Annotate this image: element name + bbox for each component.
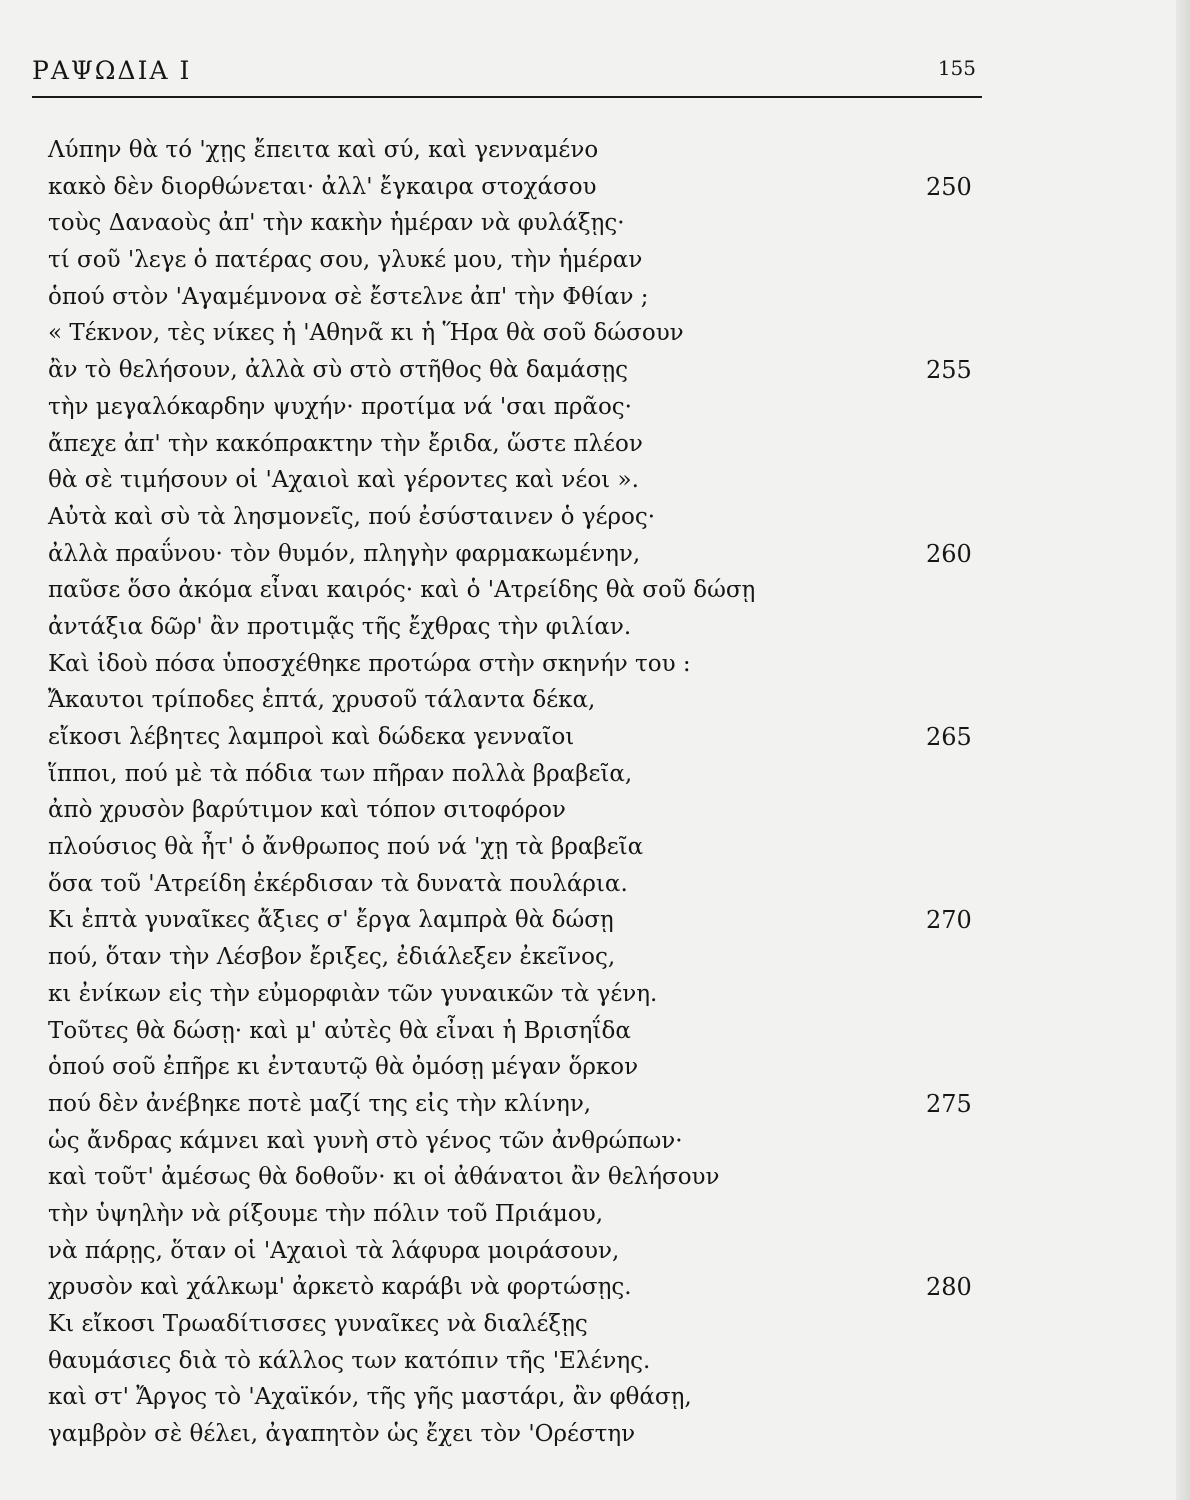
verse-number: 280 [926,1273,972,1302]
verse-text: ὅσα τοῦ 'Ατρείδη ἐκέρδισαν τὰ δυνατὰ πουλάρια. [48,870,628,897]
verse-line [48,1013,998,1050]
verse-line [48,279,998,316]
verse-line [48,682,998,719]
verse-text: Κι εἴκοσι Τρωαδίτισσες γυναῖκες νὰ διαλέξῃς [48,1311,588,1337]
verse-text: κακὸ δὲν διορθώνεται· ἀλλ' ἔγκαιρα στοχάσου [48,173,597,200]
verse-line [48,499,998,536]
verse-line [48,1416,998,1453]
verse-text: θαυμάσιες διὰ τὸ κάλλος των κατόπιν τῆς 'Ελένης. [48,1347,651,1374]
verse-line [48,792,998,829]
verse-text: πού, ὅταν τὴν Λέσβον ἔριξες, ἐδιάλεξεν ἐκεῖνος, [48,944,616,971]
verse-line [48,536,998,573]
header-rule [32,96,982,98]
verse-text: ἀλλὰ πραΰνου· τὸν θυμόν, πληγὴν φαρμακωμένην, [48,540,641,567]
verse-line [48,1159,998,1196]
verse-number: 250 [926,172,972,201]
verse-line [48,609,998,646]
verse-line [48,1379,998,1416]
verse-text: καὶ στ' Ἄργος τὸ 'Αχαϊκόν, τῆς γῆς μαστάρι, ἂν φθάσῃ, [48,1384,692,1411]
verse-text: χρυσὸν καὶ χάλκωμ' ἀρκετὸ καράβι νὰ φορτώσῃς. [48,1274,632,1301]
verse-text: νὰ πάρῃς, ὅταν οἱ 'Αχαιοὶ τὰ λάφυρα μοιράσουν, [48,1237,620,1264]
verse-line [48,462,998,499]
verse-line [48,719,998,756]
verse-line [48,866,998,903]
verse-line [48,1086,998,1123]
verse-line [48,315,998,352]
verse-line [48,389,998,426]
verse-text: κι ἐνίκων εἰς τὴν εὐμορφιὰν τῶν γυναικῶν τὰ γένη. [48,980,658,1007]
verse-block [48,132,998,1453]
verse-text: γαμβρὸν σὲ θέλει, ἀγαπητὸν ὡς ἔχει τὸν 'Ορέστην [48,1421,636,1448]
verse-line [48,352,998,389]
verse-text: Κι ἑπτὰ γυναῖκες ἄξιες σ' ἔργα λαμπρὰ θὰ δώσῃ [48,907,614,934]
verse-text: ὁπού σοῦ ἐπῆρε κι ἐνταυτῷ θὰ ὀμόσῃ μέγαν ὅρκον [48,1054,639,1081]
verse-text: Ἄκαυτοι τρίποδες ἑπτά, χρυσοῦ τάλαντα δέκα, [48,687,596,714]
facing-page-edge [1176,0,1190,1500]
verse-line [48,1196,998,1233]
verse-number: 275 [926,1089,972,1118]
verse-line [48,132,998,169]
verse-line [48,829,998,866]
verse-text: Καὶ ἰδοὺ πόσα ὑποσχέθηκε προτώρα στὴν σκηνήν του : [48,650,691,677]
verse-line [48,1269,998,1306]
verse-text: εἴκοσι λέβητες λαμπροὶ καὶ δώδεκα γενναῖοι [48,724,575,750]
verse-text: παῦσε ὅσο ἀκόμα εἶναι καιρός· καὶ ὁ 'Ατρείδης θὰ σοῦ δώσῃ [48,577,756,604]
page-number: 155 [937,56,976,80]
verse-text: θὰ σὲ τιμήσουν οἱ 'Αχαιοὶ καὶ γέροντες καὶ νέοι ». [48,467,639,494]
verse-text: τὴν ὑψηλὴν νὰ ρίξουμε τὴν πόλιν τοῦ Πριάμου, [48,1200,604,1227]
verse-text: ἵπποι, πού μὲ τὰ πόδια των πῆραν πολλὰ βραβεῖα, [48,760,633,787]
verse-line [48,169,998,206]
verse-line [48,205,998,242]
verse-text: ἂν τὸ θελήσουν, ἀλλὰ σὺ στὸ στῆθος θὰ δαμάσῃς [48,357,629,384]
verse-text: « Τέκνον, τὲς νίκες ἡ 'Αθηνᾶ κι ἡ Ἥρα θὰ σοῦ δώσουν [48,320,684,347]
verse-line [48,572,998,609]
verse-text: τὴν μεγαλόκαρδην ψυχήν· προτίμα νά 'σαι πρᾶος· [48,393,632,420]
verse-number: 265 [926,723,972,751]
verse-text: τί σοῦ 'λεγε ὁ πατέρας σου, γλυκέ μου, τὴν ἡμέραν [48,247,643,274]
verse-line [48,1343,998,1380]
verse-text: Τοῦτες θὰ δώσῃ· καὶ μ' αὐτὲς θὰ εἶναι ἡ Βρισηΐδα [48,1017,631,1044]
verse-text: ἀντάξια δῶρ' ἂν προτιμᾷς τῆς ἔχθρας τὴν φιλίαν. [48,613,632,640]
running-header [32,52,980,92]
verse-line [48,646,998,683]
verse-text: ὡς ἄνδρας κάμνει καὶ γυνὴ στὸ γένος τῶν ἀνθρώπων· [48,1127,683,1154]
verse-number: 255 [926,356,972,385]
verse-line [48,1233,998,1270]
verse-text: πού δὲν ἀνέβηκε ποτὲ μαζί της εἰς τὴν κλίνην, [48,1090,592,1117]
verse-line [48,1306,998,1343]
verse-line [48,976,998,1013]
verse-text: ἀπὸ χρυσὸν βαρύτιμον καὶ τόπον σιτοφόρον [48,797,566,824]
verse-text: ἄπεχε ἀπ' τὴν κακόπρακτην τὴν ἔριδα, ὥστε πλέον [48,430,643,457]
verse-number: 270 [926,906,972,935]
verse-line [48,756,998,793]
chapter-title: ΡΑΨΩΔΙΑ Ι [32,56,192,85]
verse-line [48,902,998,939]
verse-text: πλούσιος θὰ ἦτ' ὁ ἄνθρωπος πού νά 'χῃ τὰ βραβεῖα [48,834,644,861]
verse-line [48,1049,998,1086]
verse-line [48,426,998,463]
verse-line [48,242,998,279]
verse-text: Λύπην θὰ τό 'χῃς ἔπειτα καὶ σύ, καὶ γενναμένο [48,137,599,163]
verse-line [48,1123,998,1160]
verse-text: ὁπού στὸν 'Αγαμέμνονα σὲ ἔστελνε ἀπ' τὴν Φθίαν ; [48,283,649,310]
verse-text: τοὺς Δαναοὺς ἀπ' τὴν κακὴν ἡμέραν νὰ φυλάξῃς· [48,210,625,237]
verse-text: Αὐτὰ καὶ σὺ τὰ λησμονεῖς, πού ἐσύσταινεν ὁ γέρος· [48,503,656,530]
verse-number: 260 [926,539,972,568]
verse-text: καὶ τοῦτ' ἀμέσως θὰ δοθοῦν· κι οἱ ἀθάνατοι ἂν θελήσουν [48,1164,720,1191]
verse-line [48,939,998,976]
